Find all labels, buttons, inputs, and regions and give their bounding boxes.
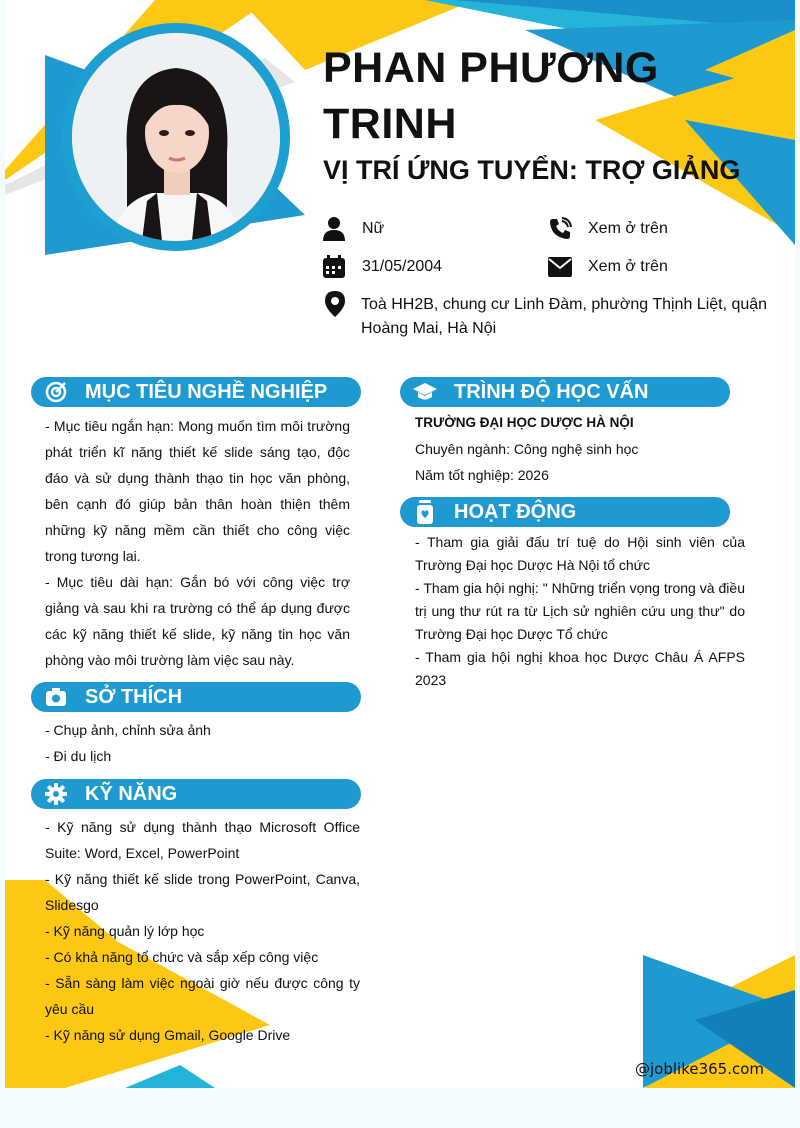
resume-page bbox=[5, 0, 795, 1088]
skills-list bbox=[45, 814, 360, 1048]
list-item: - Tham gia hội nghị khoa học Dược Châu Á AFPS 2023 bbox=[415, 649, 745, 688]
skills-header bbox=[31, 779, 361, 809]
education-title: TRÌNH ĐỘ HỌC VẤN bbox=[454, 380, 649, 403]
objective-short-term: - Mục tiêu ngắn hạn: Mong muốn tìm môi trường phát triển kĩ năng thiết kế slide sáng tạo, độc đáo và sử dụng thành thạo tin học văn phòng, bên cạnh đó giúp bản thân hoàn thiện thêm những kỹ năng mềm cần thiết cho công việc trong tương lai. bbox=[45, 418, 350, 564]
birthday-value: 31/05/2004 bbox=[362, 258, 443, 275]
activities-header bbox=[400, 497, 730, 527]
phone-value[interactable]: Xem ở trên bbox=[588, 220, 668, 237]
target-icon bbox=[43, 379, 69, 405]
calendar-icon bbox=[320, 253, 348, 281]
applied-position: VỊ TRÍ ỨNG TUYỂN: TRỢ GIẢNG bbox=[323, 155, 741, 185]
list-item: - Tham gia hội nghị: " Những triển vọng trong và điều trị ung thư rút ra từ Lịch sử nghiên cứu ung thư" do Trường Đại học Dược Tổ chức bbox=[415, 580, 745, 642]
list-item: - Có khả năng tổ chức và sắp xếp công việc bbox=[45, 949, 319, 965]
email-value[interactable]: Xem ở trên bbox=[588, 258, 668, 275]
list-item: - Sẵn sàng làm việc ngoài giờ nếu được công ty yêu cầu bbox=[45, 975, 360, 1017]
education-body bbox=[415, 410, 745, 488]
address-value: Toà HH2B, chung cư Linh Đàm, phường Thịnh Liệt, quận Hoàng Mai, Hà Nội bbox=[361, 296, 768, 337]
list-item: - Kỹ năng thiết kế slide trong PowerPoint, Canva, Slidesgo bbox=[45, 871, 360, 913]
camera-icon bbox=[43, 684, 69, 710]
phone-row bbox=[546, 215, 668, 243]
list-item: - Chụp ảnh, chỉnh sửa ảnh bbox=[45, 722, 211, 738]
badge-icon bbox=[412, 499, 438, 525]
list-item: - Kỹ năng sử dụng Gmail, Google Drive bbox=[45, 1027, 291, 1043]
email-row bbox=[546, 253, 668, 281]
objective-body bbox=[45, 413, 350, 673]
list-item: - Đi du lịch bbox=[45, 748, 112, 764]
objective-header bbox=[31, 377, 361, 407]
gear-icon bbox=[43, 781, 69, 807]
activities-title: HOẠT ĐỘNG bbox=[454, 500, 577, 523]
gender-row bbox=[320, 215, 384, 243]
graduation-cap-icon bbox=[412, 379, 438, 405]
phone-icon bbox=[546, 215, 574, 243]
candidate-name: PHAN PHƯƠNG TRINH bbox=[323, 44, 659, 148]
major: Chuyên ngành: Công nghệ sinh học bbox=[415, 441, 639, 457]
portrait-illustration bbox=[72, 33, 280, 241]
school-name: TRƯỜNG ĐẠI HỌC DƯỢC HÀ NỘI bbox=[415, 415, 634, 430]
avatar bbox=[72, 33, 280, 241]
objective-long-term: - Mục tiêu dài hạn: Gắn bó với công việc trợ giảng và sau khi ra trường có thể áp dụng được các kỹ năng thiết kế slide, kỹ năng tin học văn phòng vào môi trường làm việc sau này. bbox=[45, 574, 350, 668]
list-item: - Kỹ năng quản lý lớp học bbox=[45, 923, 205, 939]
hobbies-title: SỞ THÍCH bbox=[85, 685, 183, 708]
list-item: - Kỹ năng sử dụng thành thạo Microsoft Office Suite: Word, Excel, PowerPoint bbox=[45, 819, 360, 861]
hobbies-list bbox=[45, 717, 350, 769]
objective-title: MỤC TIÊU NGHỀ NGHIỆP bbox=[85, 380, 328, 403]
list-item: - Tham gia giải đấu trí tuệ do Hội sinh viên của Trường Đại học Dược Hà Nội tổ chức bbox=[415, 534, 745, 573]
envelope-icon bbox=[546, 253, 574, 281]
graduation-year: Năm tốt nghiệp: 2026 bbox=[415, 467, 549, 483]
activities-list bbox=[415, 531, 745, 692]
person-icon bbox=[320, 215, 348, 243]
education-header bbox=[400, 377, 730, 407]
footer-watermark: @joblike365.com bbox=[635, 1060, 765, 1078]
birthday-row bbox=[320, 253, 442, 281]
location-pin-icon bbox=[321, 291, 349, 319]
skills-title: KỸ NĂNG bbox=[85, 782, 178, 805]
gender-value: Nữ bbox=[362, 220, 385, 237]
hobbies-header bbox=[31, 682, 361, 712]
